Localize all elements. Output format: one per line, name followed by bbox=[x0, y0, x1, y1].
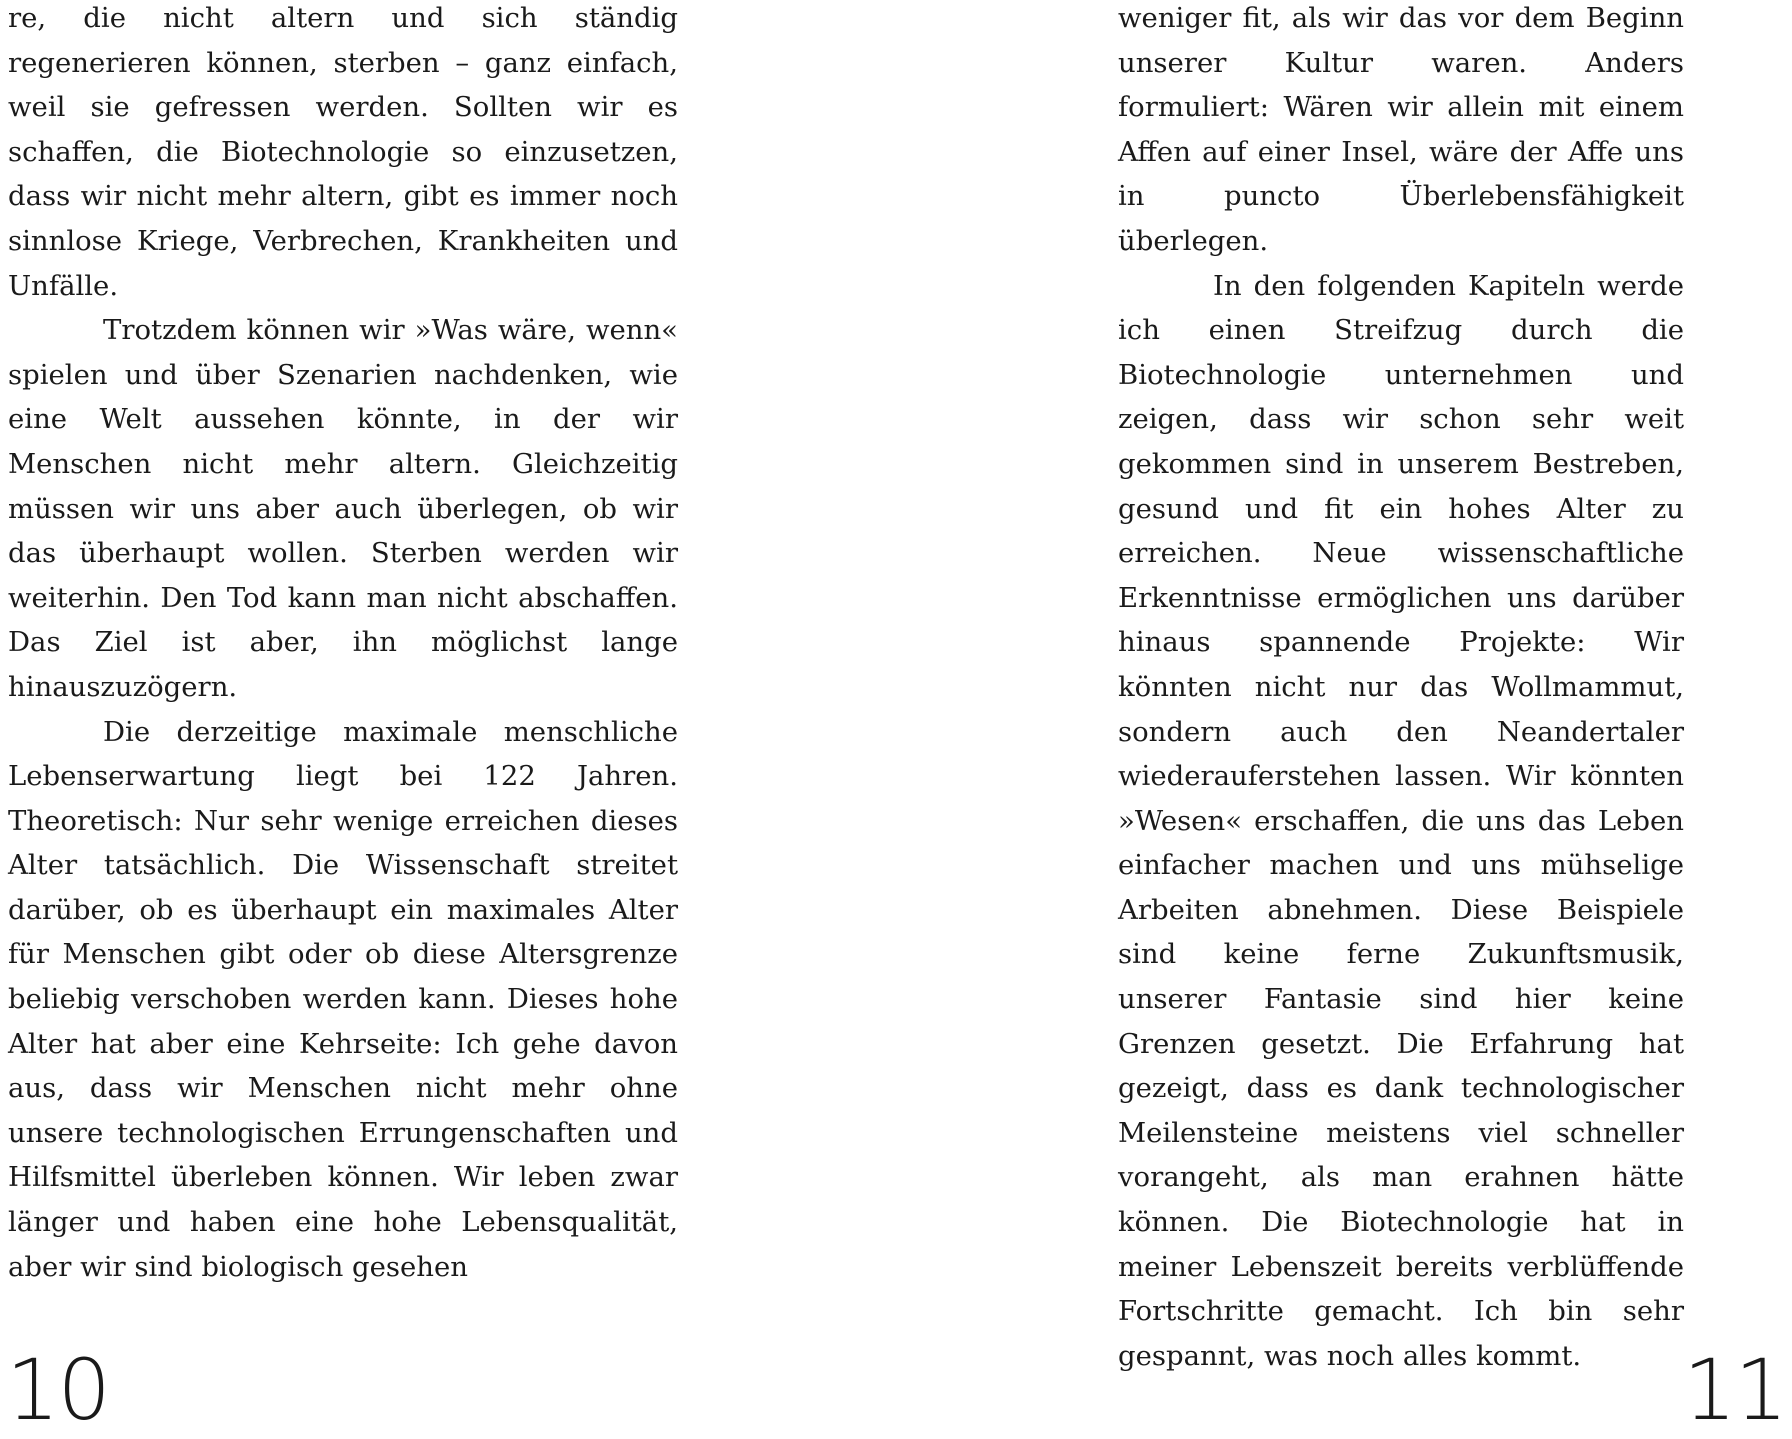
paragraph: weniger fit, als wir das vor dem Beginn unserer Kultur waren. Anders formuliert: Wären wir allein mit einem Affen auf einer Insel, wäre der Affe uns in puncto Überlebensfähigkeit überlegen. bbox=[1118, 2, 1684, 257]
right-page bbox=[896, 0, 1792, 1439]
page-number-right: 11 bbox=[1683, 1341, 1786, 1439]
paragraph: re, die nicht altern und sich ständig regenerieren können, sterben – ganz einfach, weil sie gefressen werden. Sollten wir es schaffen, die Biotechnologie so einzusetzen, dass wir nicht mehr altern, gibt es immer noch sinnlose Kriege, Verbrechen, Krankheiten und Unfälle. bbox=[8, 2, 678, 302]
page-number-left: 10 bbox=[6, 1341, 109, 1439]
paragraph: Die derzeitige maximale menschliche Lebenserwartung liegt bei 122 Jahren. Theoretisch: Nur sehr wenige erreichen dieses Alter tatsächlich. Die Wissenschaft streitet darüber, ob es überhaupt ein maximales Alter für Menschen gibt oder ob diese Altersgrenze beliebig verschoben werden kann. Dieses hohe Alter hat aber eine Kehrseite: Ich gehe davon aus, dass wir Menschen nicht mehr ohne unsere technologischen Errungenschaften und Hilfsmittel überleben können. Wir leben zwar länger und haben eine hohe Lebensqualität, aber wir sind biologisch gesehen bbox=[8, 715, 678, 1283]
left-text-column bbox=[8, 0, 678, 1289]
paragraph: In den folgenden Kapiteln werde ich einen Streifzug durch die Biotechnologie unternehmen und zeigen, dass wir schon sehr weit gekommen sind in unserem Bestreben, gesund und fit ein hohes Alter zu erreichen. Neue wissenschaftliche Erkenntnisse ermöglichen uns darüber hinaus spannende Projekte: Wir könnten nicht nur das Wollmammut, sondern auch den Neandertaler wiederauferstehen lassen. Wir könnten »Wesen« erschaffen, die uns das Leben einfacher machen und uns mühselige Arbeiten abnehmen. Diese Beispiele sind keine ferne Zukunftsmusik, unserer Fantasie sind hier keine Grenzen gesetzt. Die Erfahrung hat gezeigt, dass es dank technologischer Meilensteine meistens viel schneller vorangeht, als man erahnen hätte können. Die Biotechnologie hat in meiner Lebenszeit bereits verblüffende Fortschritte gemacht. Ich bin sehr gespannt, was noch alles kommt. bbox=[1118, 269, 1684, 1372]
paragraph: Trotzdem können wir »Was wäre, wenn« spielen und über Szenarien nachdenken, wie eine Welt aussehen könnte, in der wir Menschen nicht mehr altern. Gleichzeitig müssen wir uns aber auch überlegen, ob wir das überhaupt wollen. Sterben werden wir weiterhin. Den Tod kann man nicht abschaffen. Das Ziel ist aber, ihn möglichst lange hinauszuzögern. bbox=[8, 314, 678, 703]
right-text-column bbox=[1118, 0, 1684, 1378]
